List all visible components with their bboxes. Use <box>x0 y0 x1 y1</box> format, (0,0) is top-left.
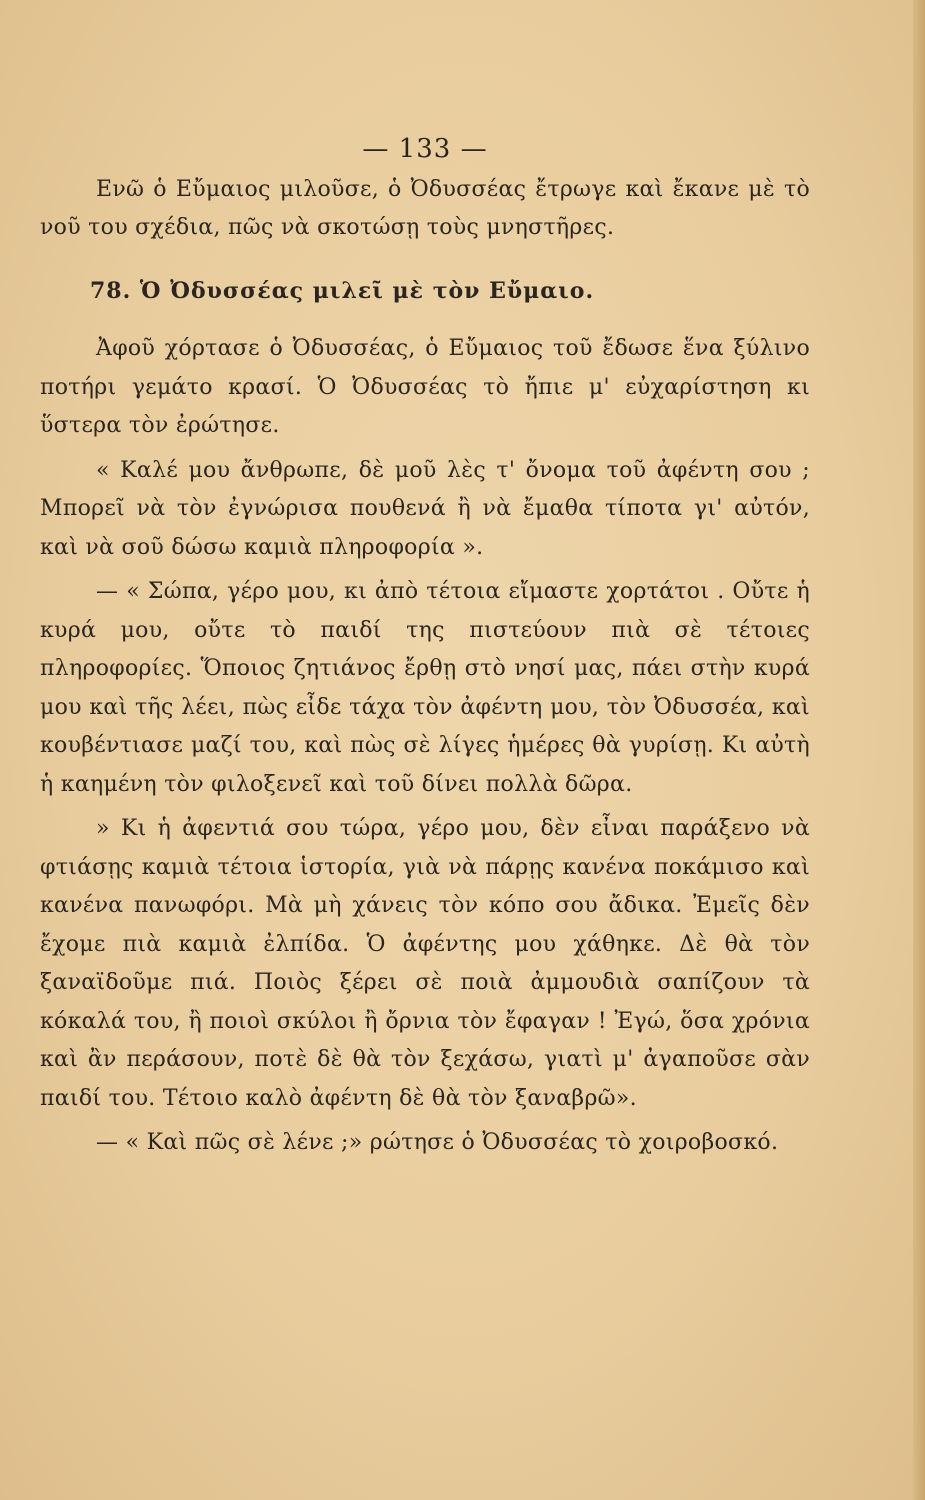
paragraph: « Καλέ μου ἄνθρωπε, δὲ μοῦ λὲς τ' ὄνομα τοῦ ἀφέντη σου ; Μπορεῖ νὰ τὸν ἐγνώρισα πουθενά ἢ νὰ ἔμαθα τίποτα γι' αὐτόν, καὶ νὰ σοῦ δώσω καμιὰ πληροφορία ». <box>40 457 810 560</box>
paragraph: » Κι ἡ ἀφεντιά σου τώρα, γέρο μου, δὲν εἶναι παράξενο νὰ φτιάσῃς καμιὰ τέτοια ἱστορία, γιὰ νὰ πάρῃς κανένα ποκάμισο καὶ κανένα πανωφόρι. Μὰ μὴ χάνεις τὸν κόπο σου ἄδικα. Ἐμεῖς δὲν ἔχομε πιὰ καμιὰ ἐλπίδα. Ὁ ἀφέντης μου χάθηκε. Δὲ θὰ τὸν ξαναϊδοῦμε πιά. Ποιὸς ξέρει σὲ ποιὰ ἀμμουδιὰ σαπίζουν τὰ κόκαλά του, ἢ ποιοὶ σκύλοι ἢ ὄρνια τὸν ἔφαγαν ! Ἐγώ, ὅσα χρόνια καὶ ἂν περάσουν, ποτὲ δὲ θὰ τὸν ξεχάσω, γιατὶ μ' ἀγαποῦσε σὰν παιδί του. Τέτοιο καλὸ ἀφέντη δὲ θὰ τὸν ξαναβρῶ». <box>40 816 810 1111</box>
paragraph: Ἀφοῦ χόρτασε ὁ Ὀδυσσέας, ὁ Εὔμαιος τοῦ ἔδωσε ἕνα ξύλινο ποτήρι γεμάτο κρασί. Ὁ Ὀδυσσέας τὸ ἤπιε μ' εὐχαρίστηση κι ὕστερα τὸν ἐρώτησε. <box>40 336 810 438</box>
paragraph: — « Σώπα, γέρο μου, κι ἀπὸ τέτοια εἴμαστε χορτάτοι . Οὔτε ἡ κυρά μου, οὔτε τὸ παιδί της πιστεύουν πιὰ σὲ τέτοιες πληροφορίες. Ὅποιος ζητιάνος ἔρθῃ στὸ νησί μας, πάει στὴν κυρά μου καὶ τῆς λέει, πὼς εἶδε τάχα τὸν ἀφέντη μου, τὸν Ὀδυσσέα, καὶ κουβέντιασε μαζί του, καὶ πὼς σὲ λίγες ἡμέρες θὰ γυρίσῃ. Κι αὐτὴ ἡ καημένη τὸν φιλοξενεῖ καὶ τοῦ δίνει πολλὰ δῶρα. <box>40 579 810 797</box>
page-text-block <box>40 130 810 1163</box>
page-number: — 133 — <box>362 134 488 164</box>
paragraph: Ενῶ ὁ Εὔμαιος μιλοῦσε, ὁ Ὀδυσσέας ἔτρωγε καὶ ἔκανε μὲ τὸ νοῦ του σχέδια, πῶς νὰ σκοτώσῃ τοὺς μνηστῆρες. <box>40 176 810 240</box>
paragraph: — « Καὶ πῶς σὲ λένε ;» ρώτησε ὁ Ὀδυσσέας τὸ χοιροβοσκό. <box>96 1130 779 1155</box>
page-edge <box>913 0 925 1500</box>
section-heading: 78. Ὁ Ὀδυσσέας μιλεῖ μὲ τὸν Εὔμαιο. <box>90 277 595 304</box>
